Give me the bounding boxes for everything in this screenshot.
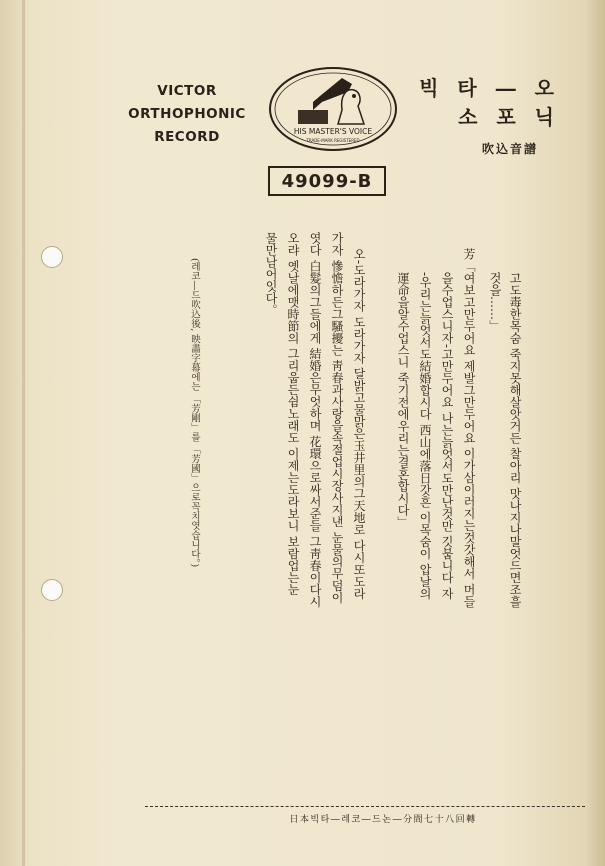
footnote: (레코―드吹込後, 映畵字幕에는 「芳剛」를 「芳國」으로꼭치엿습니다。) [189,258,200,568]
logo-trademark: TRADE-MARK REGISTERED [306,138,360,143]
korean-title-block [410,72,560,157]
brand-line-1: VICTOR [157,83,217,99]
his-masters-voice-logo [268,66,398,152]
record-number: 49099-B [268,166,386,196]
punch-hole-bottom [41,579,63,601]
brand-line-2: ORTHOPHONIC [128,106,246,122]
lyric-column-9: 엿다 白髮의그들에게 結婚은무엇하며 花環으로싸서준들 그靑春이다시 [308,232,322,608]
logo-caption: HIS MASTER'S VOICE [293,127,373,136]
punch-hole-top [41,246,63,268]
lyric-column-6: 運命을알수업스니 죽기전에우리는결혼합시다」 [396,272,410,528]
brand-block [112,80,262,149]
lyric-column-1: 고도毒한목숨 죽지못해살앗거든 찰아리 맛나지나말엇드면조흘 [508,272,522,608]
lyric-column-7: 오-도라가자 도라가자 달밝고물맑은玉井里의그天地로 다시또도라 [352,248,366,600]
korean-title: 빅 타 ― 오 소 포 닉 [419,76,560,129]
footer-text: 日本빅타―레코―드논―分間七十八回轉 [289,815,477,825]
page-fold [22,0,25,866]
footer-rule [145,806,585,807]
brand-line-3: RECORD [154,129,220,145]
lyric-column-4: 을수업스니자-고만두어요 나는늙엇서도만난것만 깃붐니다 자 [440,272,454,600]
lyric-column-8: 가자 慘憺하든그騷擾는 靑春과사랑을속절업시장사지낸 눈물의무덤이 [330,232,344,604]
lyric-column-11: 물만남어잇다。 [264,232,278,316]
lyric-column-3: 芳「여보고만두어요 제발그만두어요 이가삼이러지는것갓해서 머들 [462,248,476,608]
lyric-column-2: 것을……」 [488,272,502,332]
lyric-column-5: -우리는늙엇서도結婚합시다 西山에落日갓흔 이목숨이 압날의 [418,272,432,600]
lyric-column-10: 오랴 옛날에맷時節의 그리웁든쉼노래도 이제는도라보니 보람업는눈 [286,232,300,596]
recording-label: 吹込音譜 [481,142,538,156]
